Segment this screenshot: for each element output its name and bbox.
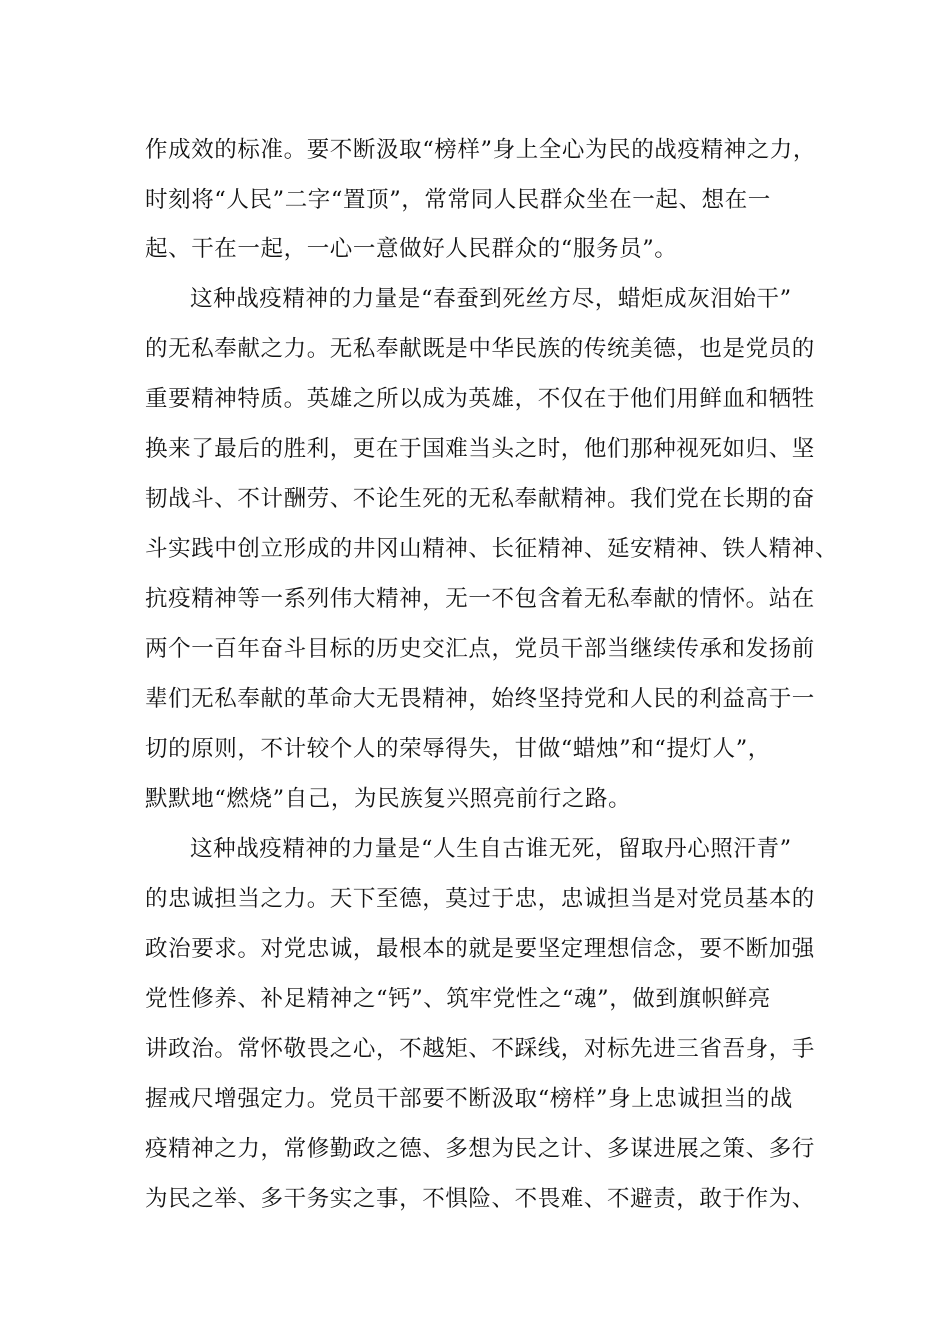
paragraph-first-line: 这种战疫精神的力量是“春蚕到死丝方尽，蜡炬成灰泪始干” [190, 286, 792, 312]
paragraph-first-line: 这种战疫精神的力量是“人生自古谁无死，留取丹心照汗青” [190, 836, 792, 862]
text-line: 斗实践中创立形成的井冈山精神、长征精神、延安精神、铁人精神、 [145, 536, 839, 562]
text-line: 切的原则，不计较个人的荣辱得失，甘做“蜡烛”和“提灯人”， [145, 736, 771, 762]
text-line: 为民之举、多干务实之事，不惧险、不畏难、不避责，敢于作为、 [145, 1186, 815, 1212]
text-line: 辈们无私奉献的革命大无畏精神，始终坚持党和人民的利益高于一 [145, 686, 815, 712]
text-line: 的无私奉献之力。无私奉献既是中华民族的传统美德，也是党员的 [145, 336, 815, 362]
text-line: 两个一百年奋斗目标的历史交汇点，党员干部当继续传承和发扬前 [145, 636, 815, 662]
text-line: 起、干在一起，一心一意做好人民群众的“服务员”。 [145, 236, 678, 262]
text-line: 政治要求。对党忠诚，最根本的就是要坚定理想信念，要不断加强 [145, 936, 815, 962]
text-line: 默默地“燃烧”自己，为民族复兴照亮前行之路。 [145, 786, 632, 812]
text-line: 讲政治。常怀敬畏之心，不越矩、不踩线，对标先进三省吾身，手 [145, 1036, 815, 1062]
text-line: 抗疫精神等一系列伟大精神，无一不包含着无私奉献的情怀。站在 [145, 586, 815, 612]
text-line: 时刻将“人民”二字“置顶”，常常同人民群众坐在一起、想在一 [145, 187, 771, 213]
text-line: 作成效的标准。要不断汲取“榜样”身上全心为民的战疫精神之力， [145, 137, 817, 163]
text-line: 党性修养、补足精神之“钙”、筑牢党性之“魂”，做到旗帜鲜亮 [145, 986, 771, 1012]
text-line: 握戒尺增强定力。党员干部要不断汲取“榜样”身上忠诚担当的战 [145, 1086, 793, 1112]
text-line: 韧战斗、不计酬劳、不论生死的无私奉献精神。我们党在长期的奋 [145, 486, 815, 512]
text-line: 换来了最后的胜利，更在于国难当头之时，他们那种视死如归、坚 [145, 436, 815, 462]
text-line: 的忠诚担当之力。天下至德，莫过于忠，忠诚担当是对党员基本的 [145, 886, 815, 912]
text-line: 重要精神特质。英雄之所以成为英雄，不仅在于他们用鲜血和牺牲 [145, 386, 815, 412]
text-line: 疫精神之力，常修勤政之德、多想为民之计、多谋进展之策、多行 [145, 1136, 815, 1162]
